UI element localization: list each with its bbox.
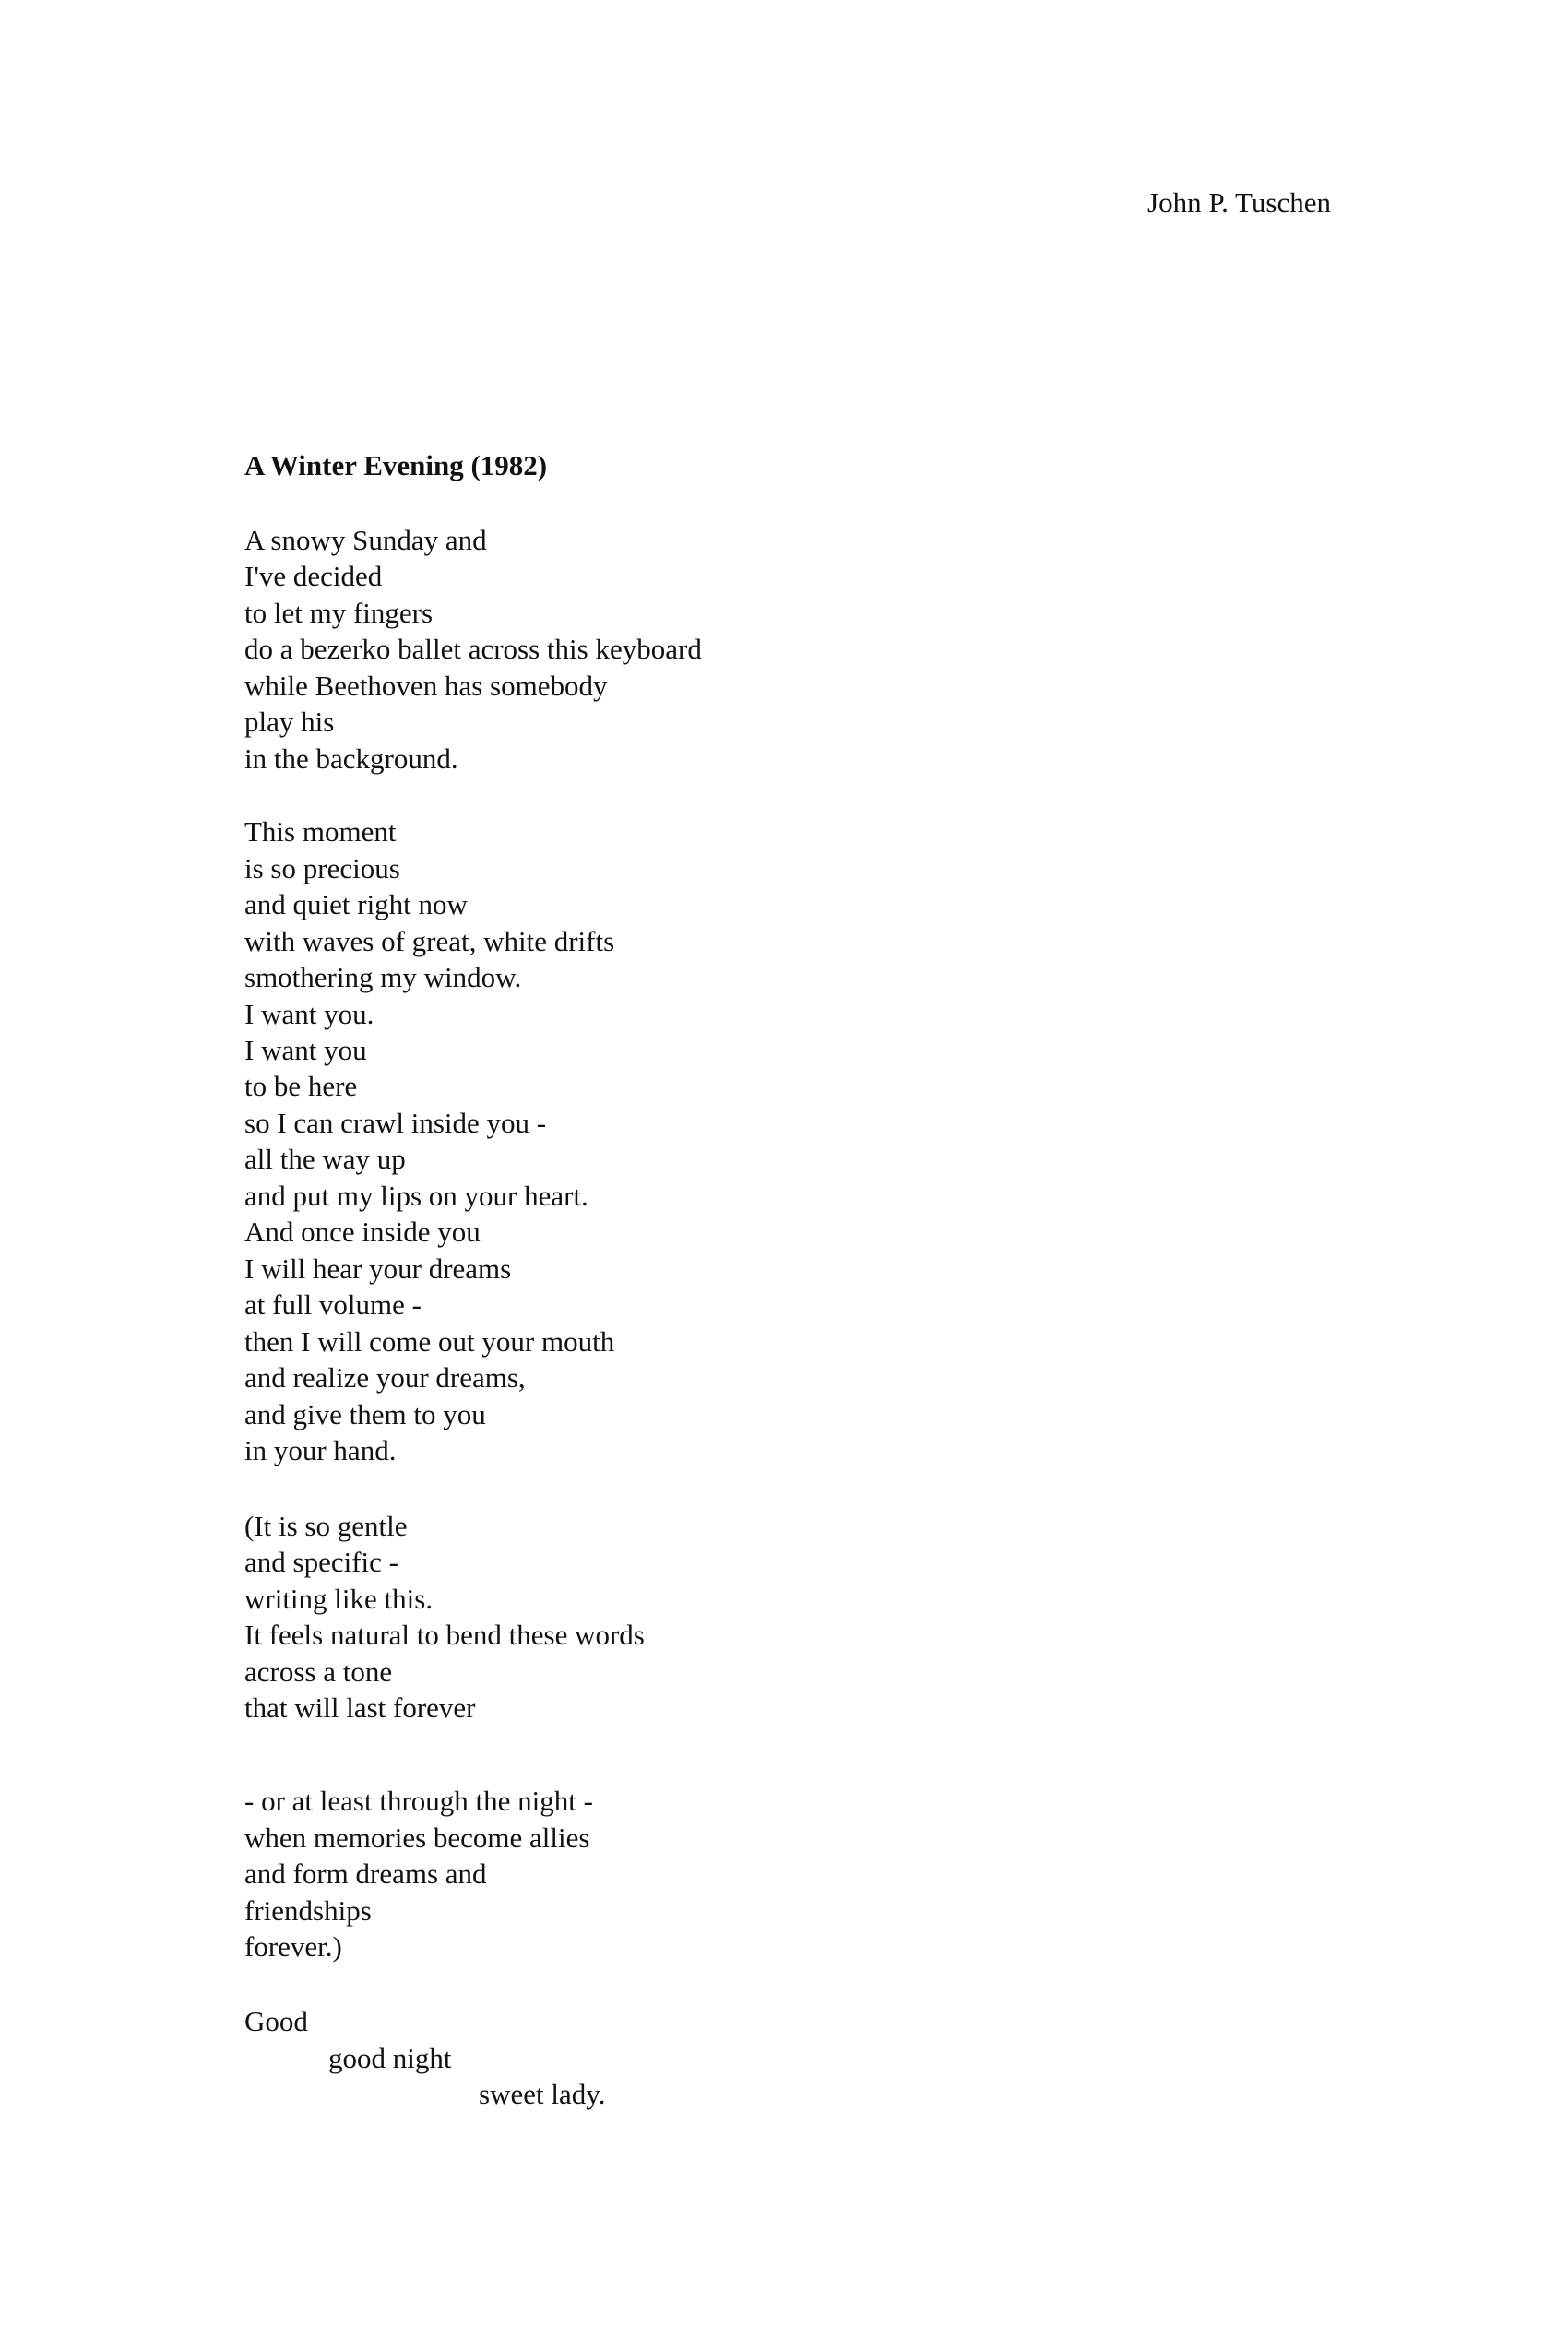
closing-line: Good [244,2005,308,2037]
poem-title: A Winter Evening (1982) [244,449,548,481]
poem-line: and form dreams and [244,1857,487,1890]
poem-line: with waves of great, white drifts [244,925,615,957]
poem-line: I want you. [244,998,374,1030]
poem-line: and specific - [244,1546,398,1578]
poem-line: and realize your dreams, [244,1361,526,1394]
poem-line: that will last forever [244,1691,476,1724]
poem-line: smothering my window. [244,961,522,993]
poem-line: so I can crawl inside you - [244,1107,547,1139]
closing-line: sweet lady. [479,2078,606,2110]
poem-line: A snowy Sunday and [244,524,487,556]
poem-line: to be here [244,1070,358,1102]
poem-line: This moment [244,815,397,848]
poem-line: friendships [244,1894,372,1927]
poem-line: all the way up [244,1143,406,1175]
poem-line: It feels natural to bend these words [244,1619,645,1651]
poem-line: in your hand. [244,1434,397,1466]
poem-line: And once inside you [244,1216,481,1248]
poem-line: when memories become allies [244,1822,590,1854]
poem-line: in the background. [244,742,458,775]
poem-line: I've decided [244,560,383,592]
poem-line: do a bezerko ballet across this keyboard [244,633,702,665]
poem-line: across a tone [244,1655,393,1688]
closing-line: good night [328,2042,452,2074]
poem-line: play his [244,706,335,738]
poem-line: then I will come out your mouth [244,1325,615,1358]
poem-line: and put my lips on your heart. [244,1180,588,1212]
poem-line: and give them to you [244,1398,486,1430]
poem-line: is so precious [244,852,400,884]
poem-line: and quiet right now [244,888,468,920]
poem-line: at full volume - [244,1288,422,1321]
poem-line: I want you [244,1034,367,1066]
poem-line: (It is so gentle [244,1510,408,1542]
poem-line: writing like this. [244,1583,434,1615]
poem-line: while Beethoven has somebody [244,670,608,702]
poem-line: forever.) [244,1930,342,1963]
poem-line: to let my fingers [244,597,434,629]
poem-line: I will hear your dreams [244,1252,512,1285]
author-name: John P. Tuschen [1147,186,1331,219]
poem-line: - or at least through the night - [244,1785,593,1817]
